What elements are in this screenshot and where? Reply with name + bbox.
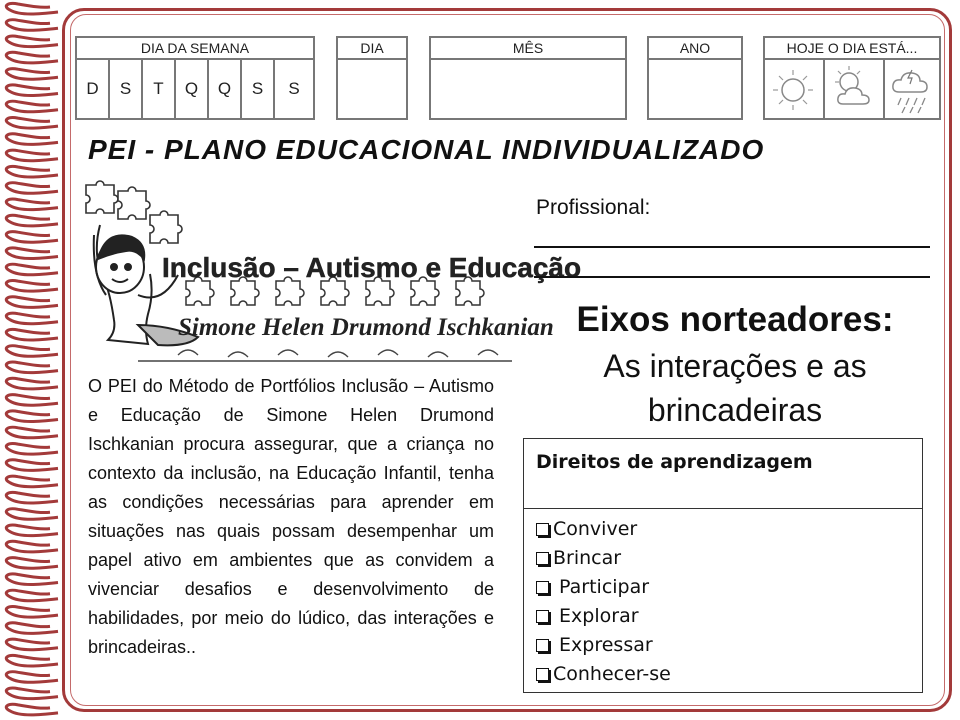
weekday-saturday[interactable]: S: [288, 79, 300, 98]
eixos-subtitle-line1: As interações e as: [603, 348, 867, 384]
sun-cloud-icon: [825, 58, 881, 118]
sun-icon: [765, 58, 821, 118]
rights-item-participar[interactable]: [536, 573, 922, 602]
rights-table: [523, 438, 923, 693]
rights-item-label: Participar: [553, 576, 650, 598]
weekday-thursday[interactable]: Q: [209, 58, 242, 118]
logo-illustration: [78, 175, 582, 365]
year-title: ANO: [649, 38, 741, 60]
flowers-icon: [138, 350, 512, 361]
month-title: MÊS: [431, 38, 625, 60]
rights-item-label: Conviver: [553, 518, 638, 540]
logo-text-line1: Inclusão – Autismo e Educação: [162, 252, 582, 283]
weekday-monday[interactable]: S: [110, 58, 143, 118]
spiral-binding: [0, 0, 62, 720]
weather-box: [763, 36, 941, 120]
rights-item-label: Brincar: [553, 547, 622, 569]
checkbox-icon[interactable]: [536, 639, 549, 652]
weekday-box: [75, 36, 315, 120]
professional-line-1[interactable]: [534, 246, 930, 248]
weekday-friday[interactable]: S: [242, 58, 275, 118]
rights-item-brincar[interactable]: [536, 544, 922, 573]
checkbox-icon[interactable]: [536, 581, 549, 594]
rights-item-conviver[interactable]: [536, 515, 922, 544]
description-paragraph: O PEI do Método de Portfólios Inclusão – Autismo e Educação de Simone Helen Drumond Ischkanian procura assegurar, que a criança no contexto da inclusão, na Educação Infantil, tenha as condições necessárias para aprender em situações nas quais possam desempenhar um papel ativo em ambientes que as convidem a vivenciar desafios e desenvolvimento de habilidades, por meio do lúdico, das interações e brincadeiras..: [88, 376, 494, 657]
eixos-subtitle: [525, 344, 945, 432]
month-box[interactable]: [429, 36, 627, 120]
rain-cloud-icon: [885, 58, 939, 118]
rights-item-conhecer-se[interactable]: [536, 660, 922, 689]
rights-item-label: Explorar: [553, 605, 639, 627]
checkbox-icon[interactable]: [536, 523, 549, 536]
rights-item-label: Expressar: [553, 634, 653, 656]
weather-sunny-option[interactable]: [765, 58, 825, 118]
weather-rainy-option[interactable]: [885, 58, 939, 118]
checkbox-icon[interactable]: [536, 552, 549, 565]
weather-cloudy-option[interactable]: [825, 58, 885, 118]
rights-title: Direitos de aprendizagem: [524, 439, 922, 509]
eixos-title: Eixos norteadores:: [576, 300, 894, 339]
rights-list: [524, 509, 922, 689]
logo-text-line2: Simone Helen Drumond Ischkanian: [178, 314, 554, 341]
professional-line-2[interactable]: [534, 276, 930, 278]
checkbox-icon[interactable]: [536, 610, 549, 623]
day-title: DIA: [338, 38, 406, 60]
main-title: PEI - PLANO EDUCACIONAL INDIVIDUALIZADO: [88, 134, 765, 165]
rights-item-explorar[interactable]: [536, 602, 922, 631]
weekday-sunday[interactable]: D: [77, 58, 110, 118]
weekday-tuesday[interactable]: T: [143, 58, 176, 118]
checkbox-icon[interactable]: [536, 668, 549, 681]
professional-label: Profissional:: [536, 196, 651, 219]
rights-item-expressar[interactable]: [536, 631, 922, 660]
eixos-subtitle-line2: brincadeiras: [647, 392, 823, 428]
day-box[interactable]: [336, 36, 408, 120]
rights-item-label: Conhecer-se: [553, 663, 671, 685]
weekday-title: DIA DA SEMANA: [77, 38, 313, 60]
weather-title: HOJE O DIA ESTÁ...: [765, 38, 939, 60]
year-box[interactable]: [647, 36, 743, 120]
weekday-wednesday[interactable]: Q: [176, 58, 209, 118]
